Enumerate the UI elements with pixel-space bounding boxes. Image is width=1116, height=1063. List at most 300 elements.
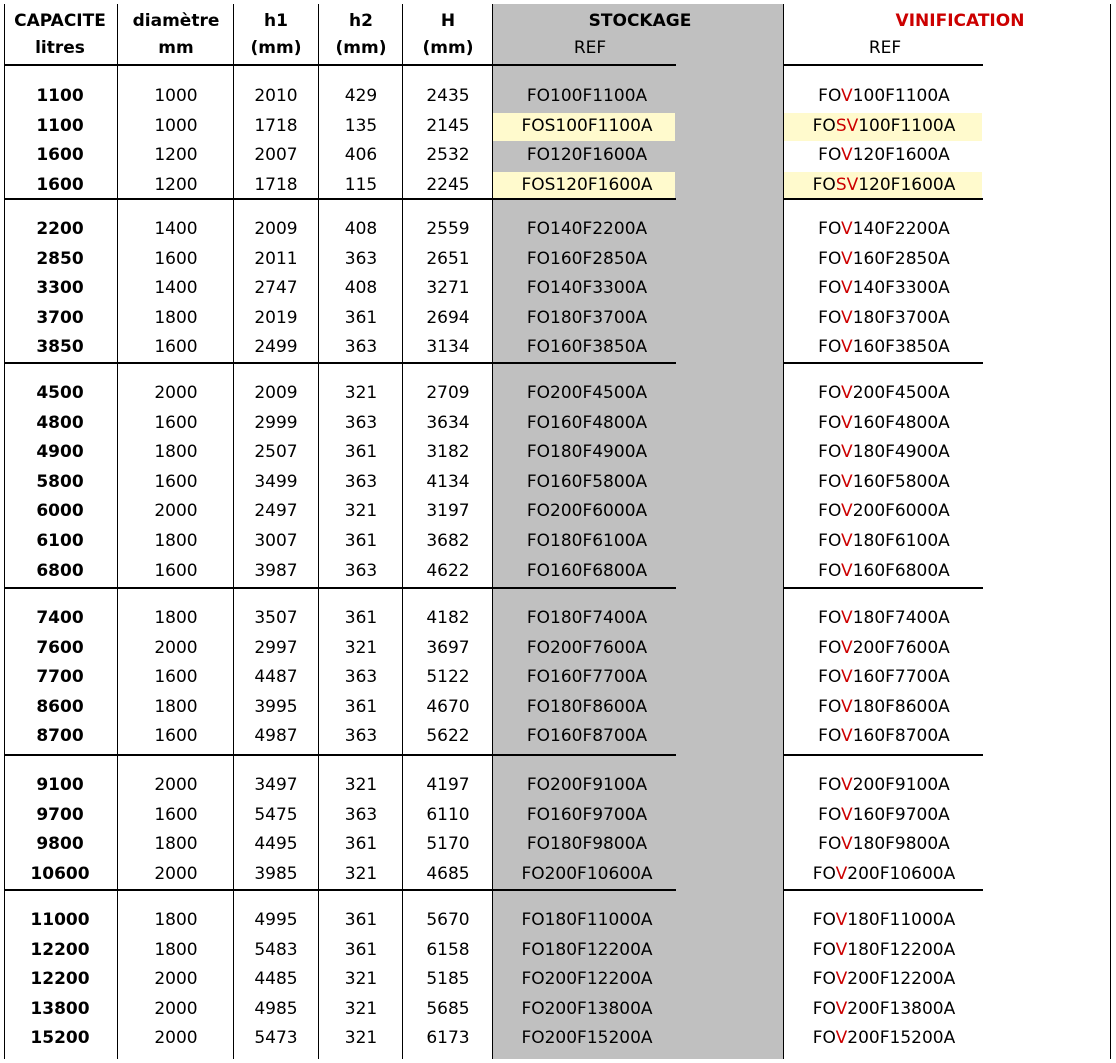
- header-H: H: [440, 11, 456, 31]
- diameter-cell: 1600: [154, 805, 198, 825]
- vinif-marker: V: [835, 940, 848, 960]
- h2-cell: 363: [344, 249, 378, 269]
- capacity-cell: 8700: [36, 726, 84, 746]
- vinification-ref: [784, 638, 984, 658]
- h1-cell: 3987: [254, 561, 298, 581]
- vinification-ref: [784, 337, 984, 357]
- vinif-marker: V: [841, 726, 853, 746]
- vinif-prefix: FO: [812, 864, 836, 884]
- h1-cell: 2499: [254, 337, 298, 357]
- capacity-cell: 12200: [30, 969, 90, 989]
- header-diametre: diamètre: [132, 11, 220, 31]
- grid-line: [318, 4, 319, 1059]
- vinif-suffix: 160F9700A: [852, 805, 950, 825]
- stockage-ref: FO160F8700A: [526, 726, 648, 746]
- vinif-suffix: 160F8700A: [852, 726, 950, 746]
- vinification-ref: [784, 608, 984, 628]
- stockage-ref: FOS100F1100A: [521, 116, 653, 136]
- H-cell: 5622: [426, 726, 470, 746]
- h2-cell: 361: [344, 608, 378, 628]
- h1-cell: 2747: [254, 278, 298, 298]
- vinification-ref: [784, 442, 984, 462]
- vinification-ref: [784, 145, 984, 165]
- h1-cell: 5475: [254, 805, 298, 825]
- vinif-marker: V: [841, 249, 853, 269]
- capacity-cell: 2200: [36, 219, 84, 239]
- vinif-prefix: FO: [818, 413, 842, 433]
- capacity-cell: 1600: [36, 145, 84, 165]
- vinif-prefix: FO: [818, 561, 842, 581]
- vinif-suffix: 200F10600A: [847, 864, 956, 884]
- h2-cell: 361: [344, 910, 378, 930]
- group-separator: [783, 362, 983, 364]
- H-cell: 6173: [426, 1028, 470, 1048]
- diameter-cell: 2000: [154, 999, 198, 1019]
- vinif-suffix: 160F7700A: [852, 667, 950, 687]
- vinif-prefix: FO: [818, 608, 842, 628]
- diameter-cell: 1600: [154, 472, 198, 492]
- h1-cell: 5473: [254, 1028, 298, 1048]
- header-capacite: CAPACITE: [14, 11, 106, 31]
- vinif-suffix: 200F9100A: [852, 775, 950, 795]
- vinif-prefix: FO: [818, 726, 842, 746]
- h2-cell: 406: [344, 145, 378, 165]
- vinif-suffix: 160F4800A: [852, 413, 950, 433]
- vinif-marker: V: [841, 834, 853, 854]
- h1-cell: 1718: [254, 175, 298, 195]
- vinification-ref: [784, 308, 984, 328]
- capacity-cell: 12200: [30, 940, 90, 960]
- H-cell: 2651: [426, 249, 470, 269]
- vinif-suffix: 180F9800A: [852, 834, 950, 854]
- vinif-marker: SV: [835, 175, 859, 195]
- vinification-ref: [784, 834, 984, 854]
- diameter-cell: 1800: [154, 834, 198, 854]
- stockage-ref: FO120F1600A: [526, 145, 648, 165]
- capacity-cell: 11000: [30, 910, 90, 930]
- h2-cell: 115: [344, 175, 378, 195]
- vinif-marker: V: [841, 337, 853, 357]
- vinification-ref: [784, 383, 984, 403]
- group-separator: [4, 754, 676, 756]
- diameter-cell: 1600: [154, 667, 198, 687]
- vinification-ref: [784, 86, 984, 106]
- h1-cell: 2997: [254, 638, 298, 658]
- h2-cell: 321: [344, 1028, 378, 1048]
- H-cell: 2435: [426, 86, 470, 106]
- H-cell: 6110: [426, 805, 470, 825]
- vinif-suffix: 180F8600A: [852, 697, 950, 717]
- stockage-ref: FO160F6800A: [526, 561, 648, 581]
- diameter-cell: 1000: [154, 86, 198, 106]
- vinification-ref: [784, 116, 984, 136]
- vinif-prefix: FO: [812, 910, 836, 930]
- header-vinification-ref: REF: [868, 38, 902, 58]
- header-h2-unit: (mm): [335, 38, 387, 58]
- vinif-prefix: FO: [818, 442, 842, 462]
- h1-cell: 3007: [254, 531, 298, 551]
- vinif-prefix: FO: [818, 383, 842, 403]
- grid-line: [402, 4, 403, 1059]
- vinif-suffix: 180F6100A: [852, 531, 950, 551]
- H-cell: 2709: [426, 383, 470, 403]
- capacity-cell: 4800: [36, 413, 84, 433]
- vinif-prefix: FO: [818, 145, 842, 165]
- capacity-cell: 9100: [36, 775, 84, 795]
- vinification-ref: [784, 940, 984, 960]
- H-cell: 3697: [426, 638, 470, 658]
- h1-cell: 2010: [254, 86, 298, 106]
- vinif-marker: V: [835, 864, 848, 884]
- H-cell: 3634: [426, 413, 470, 433]
- h2-cell: 361: [344, 940, 378, 960]
- vinif-suffix: 180F12200A: [847, 940, 956, 960]
- h1-cell: 1718: [254, 116, 298, 136]
- diameter-cell: 2000: [154, 969, 198, 989]
- h1-cell: 3507: [254, 608, 298, 628]
- h1-cell: 4495: [254, 834, 298, 854]
- vinif-marker: V: [835, 1028, 848, 1048]
- h2-cell: 361: [344, 697, 378, 717]
- vinif-prefix: FO: [812, 1028, 836, 1048]
- h2-cell: 363: [344, 667, 378, 687]
- grid-line: [117, 4, 118, 1059]
- h1-cell: 2007: [254, 145, 298, 165]
- diameter-cell: 2000: [154, 501, 198, 521]
- stockage-ref: FO160F9700A: [526, 805, 648, 825]
- vinification-ref: [784, 969, 984, 989]
- vinif-prefix: FO: [812, 999, 836, 1019]
- vinification-ref: [784, 219, 984, 239]
- capacity-cell: 4500: [36, 383, 84, 403]
- vinification-ref: [784, 999, 984, 1019]
- vinif-suffix: 160F2850A: [852, 249, 950, 269]
- diameter-cell: 2000: [154, 775, 198, 795]
- h1-cell: 2019: [254, 308, 298, 328]
- h2-cell: 321: [344, 999, 378, 1019]
- vinif-marker: V: [841, 86, 853, 106]
- diameter-cell: 1000: [154, 116, 198, 136]
- vinif-marker: V: [841, 697, 853, 717]
- diameter-cell: 1600: [154, 249, 198, 269]
- header-h1: h1: [264, 11, 288, 31]
- capacity-cell: 1100: [36, 116, 84, 136]
- capacity-cell: 6800: [36, 561, 84, 581]
- vinif-prefix: FO: [812, 940, 836, 960]
- group-separator: [783, 587, 983, 589]
- h1-cell: 4485: [254, 969, 298, 989]
- vinification-ref: [784, 561, 984, 581]
- vinification-ref: [784, 175, 984, 195]
- h1-cell: 2011: [254, 249, 298, 269]
- vinif-prefix: FO: [818, 278, 842, 298]
- group-separator: [4, 198, 676, 200]
- vinif-marker: V: [841, 145, 853, 165]
- diameter-cell: 1600: [154, 561, 198, 581]
- vinif-prefix: FO: [818, 775, 842, 795]
- diameter-cell: 2000: [154, 864, 198, 884]
- vinif-marker: V: [841, 531, 853, 551]
- stockage-ref: FO200F13800A: [521, 999, 653, 1019]
- vinif-marker: V: [835, 910, 848, 930]
- vinif-prefix: FO: [818, 472, 842, 492]
- group-separator: [783, 64, 983, 66]
- vinif-suffix: 140F2200A: [852, 219, 950, 239]
- vinification-ref: [784, 910, 984, 930]
- grid-line: [492, 4, 493, 1059]
- H-cell: 5122: [426, 667, 470, 687]
- capacity-cell: 3300: [36, 278, 84, 298]
- vinif-prefix: FO: [818, 667, 842, 687]
- h2-cell: 321: [344, 638, 378, 658]
- diameter-cell: 1800: [154, 697, 198, 717]
- stockage-ref: FO100F1100A: [526, 86, 648, 106]
- h2-cell: 363: [344, 805, 378, 825]
- group-separator: [4, 587, 676, 589]
- capacity-cell: 1600: [36, 175, 84, 195]
- stockage-ref: FO140F3300A: [526, 278, 648, 298]
- H-cell: 5670: [426, 910, 470, 930]
- vinif-suffix: 200F15200A: [847, 1028, 956, 1048]
- vinif-prefix: FO: [812, 175, 836, 195]
- group-separator: [4, 64, 676, 66]
- h2-cell: 361: [344, 531, 378, 551]
- vinif-prefix: FO: [818, 501, 842, 521]
- H-cell: 4197: [426, 775, 470, 795]
- diameter-cell: 1800: [154, 442, 198, 462]
- header-H-unit: (mm): [422, 38, 474, 58]
- h2-cell: 408: [344, 278, 378, 298]
- stockage-ref: FO160F5800A: [526, 472, 648, 492]
- h2-cell: 321: [344, 969, 378, 989]
- h1-cell: 3499: [254, 472, 298, 492]
- H-cell: 5185: [426, 969, 470, 989]
- capacity-cell: 7400: [36, 608, 84, 628]
- h1-cell: 4985: [254, 999, 298, 1019]
- capacity-cell: 13800: [30, 999, 90, 1019]
- h2-cell: 363: [344, 472, 378, 492]
- h2-cell: 361: [344, 834, 378, 854]
- h2-cell: 361: [344, 308, 378, 328]
- diameter-cell: 1400: [154, 278, 198, 298]
- stockage-ref: FO160F2850A: [526, 249, 648, 269]
- grid-line: [1110, 4, 1111, 1059]
- H-cell: 3134: [426, 337, 470, 357]
- vinification-ref: [784, 805, 984, 825]
- h2-cell: 363: [344, 726, 378, 746]
- capacity-cell: 7700: [36, 667, 84, 687]
- capacity-cell: 4900: [36, 442, 84, 462]
- diameter-cell: 1600: [154, 726, 198, 746]
- h1-cell: 4987: [254, 726, 298, 746]
- vinif-suffix: 180F7400A: [852, 608, 950, 628]
- header-litres: litres: [35, 38, 85, 58]
- vinif-marker: V: [841, 501, 853, 521]
- stockage-ref: FOS120F1600A: [521, 175, 653, 195]
- vinif-marker: V: [841, 308, 853, 328]
- capacity-cell: 5800: [36, 472, 84, 492]
- capacity-cell: 1100: [36, 86, 84, 106]
- stockage-ref: FO200F15200A: [521, 1028, 653, 1048]
- vinif-suffix: 180F3700A: [852, 308, 950, 328]
- diameter-cell: 1200: [154, 175, 198, 195]
- h1-cell: 2009: [254, 219, 298, 239]
- diameter-cell: 1600: [154, 337, 198, 357]
- H-cell: 6158: [426, 940, 470, 960]
- header-h1-unit: (mm): [250, 38, 302, 58]
- vinif-prefix: FO: [818, 697, 842, 717]
- H-cell: 2694: [426, 308, 470, 328]
- H-cell: 3182: [426, 442, 470, 462]
- stockage-ref: FO180F12200A: [521, 940, 653, 960]
- capacity-cell: 6000: [36, 501, 84, 521]
- capacity-cell: 3700: [36, 308, 84, 328]
- capacity-cell: 15200: [30, 1028, 90, 1048]
- diameter-cell: 1800: [154, 308, 198, 328]
- h1-cell: 5483: [254, 940, 298, 960]
- vinif-prefix: FO: [818, 638, 842, 658]
- diameter-cell: 1800: [154, 531, 198, 551]
- H-cell: 3682: [426, 531, 470, 551]
- vinif-marker: V: [841, 667, 853, 687]
- group-separator: [783, 889, 983, 891]
- vinification-ref: [784, 249, 984, 269]
- vinif-suffix: 180F4900A: [852, 442, 950, 462]
- vinif-suffix: 200F13800A: [847, 999, 956, 1019]
- diameter-cell: 1800: [154, 608, 198, 628]
- vinification-ref: [784, 1028, 984, 1048]
- vinif-prefix: FO: [818, 219, 842, 239]
- stockage-ref: FO200F7600A: [526, 638, 648, 658]
- h1-cell: 4995: [254, 910, 298, 930]
- vinif-marker: V: [841, 278, 853, 298]
- diameter-cell: 2000: [154, 383, 198, 403]
- h1-cell: 3985: [254, 864, 298, 884]
- h2-cell: 321: [344, 775, 378, 795]
- vinification-ref: [784, 413, 984, 433]
- vinif-prefix: FO: [812, 116, 836, 136]
- vinification-ref: [784, 775, 984, 795]
- H-cell: 2559: [426, 219, 470, 239]
- vinification-ref: [784, 501, 984, 521]
- H-cell: 3197: [426, 501, 470, 521]
- vinification-ref: [784, 278, 984, 298]
- vinif-suffix: 160F5800A: [852, 472, 950, 492]
- vinif-suffix: 200F12200A: [847, 969, 956, 989]
- H-cell: 2245: [426, 175, 470, 195]
- capacity-cell: 3850: [36, 337, 84, 357]
- h1-cell: 2497: [254, 501, 298, 521]
- stockage-ref: FO160F3850A: [526, 337, 648, 357]
- h2-cell: 363: [344, 337, 378, 357]
- h2-cell: 321: [344, 383, 378, 403]
- diameter-cell: 1400: [154, 219, 198, 239]
- h1-cell: 2999: [254, 413, 298, 433]
- diameter-cell: 1800: [154, 940, 198, 960]
- vinification-ref: [784, 531, 984, 551]
- h2-cell: 363: [344, 561, 378, 581]
- vinif-marker: V: [841, 775, 853, 795]
- h2-cell: 135: [344, 116, 378, 136]
- header-stockage-ref: REF: [573, 38, 607, 58]
- H-cell: 2145: [426, 116, 470, 136]
- vinif-marker: V: [841, 561, 853, 581]
- H-cell: 4685: [426, 864, 470, 884]
- h1-cell: 3497: [254, 775, 298, 795]
- group-separator: [4, 889, 676, 891]
- vinif-suffix: 160F3850A: [852, 337, 950, 357]
- capacity-cell: 2850: [36, 249, 84, 269]
- H-cell: 4134: [426, 472, 470, 492]
- diameter-cell: 2000: [154, 638, 198, 658]
- h2-cell: 429: [344, 86, 378, 106]
- grid-line: [233, 4, 234, 1059]
- stockage-ref: FO180F4900A: [526, 442, 648, 462]
- stockage-ref: FO160F4800A: [526, 413, 648, 433]
- grid-line: [783, 4, 784, 1059]
- vinification-ref: [784, 472, 984, 492]
- diameter-cell: 1200: [154, 145, 198, 165]
- vinif-marker: V: [835, 969, 848, 989]
- stockage-ref: FO200F10600A: [521, 864, 653, 884]
- h1-cell: 4487: [254, 667, 298, 687]
- vinif-suffix: 180F11000A: [847, 910, 956, 930]
- header-vinification: VINIFICATION: [895, 11, 1025, 31]
- capacity-cell: 6100: [36, 531, 84, 551]
- group-separator: [783, 198, 983, 200]
- vinif-prefix: FO: [818, 337, 842, 357]
- vinif-marker: V: [841, 219, 853, 239]
- vinification-ref: [784, 726, 984, 746]
- stockage-ref: FO200F9100A: [526, 775, 648, 795]
- vinification-ref: [784, 697, 984, 717]
- stockage-ref: FO180F6100A: [526, 531, 648, 551]
- vinif-marker: V: [841, 472, 853, 492]
- H-cell: 4182: [426, 608, 470, 628]
- capacity-cell: 10600: [30, 864, 90, 884]
- vinif-suffix: 160F6800A: [852, 561, 950, 581]
- stockage-ref: FO200F4500A: [526, 383, 648, 403]
- vinif-prefix: FO: [818, 86, 842, 106]
- capacity-cell: 9800: [36, 834, 84, 854]
- diameter-cell: 1600: [154, 413, 198, 433]
- vinification-ref: [784, 864, 984, 884]
- vinif-suffix: 120F1600A: [858, 175, 956, 195]
- h2-cell: 408: [344, 219, 378, 239]
- H-cell: 4670: [426, 697, 470, 717]
- vinif-prefix: FO: [818, 308, 842, 328]
- stockage-ref: FO180F11000A: [521, 910, 653, 930]
- vinification-ref: [784, 667, 984, 687]
- vinif-prefix: FO: [818, 249, 842, 269]
- H-cell: 5170: [426, 834, 470, 854]
- vinif-suffix: 200F7600A: [852, 638, 950, 658]
- vinif-marker: V: [835, 999, 848, 1019]
- stockage-ref: FO180F9800A: [526, 834, 648, 854]
- vinif-marker: V: [841, 805, 853, 825]
- vinif-suffix: 100F1100A: [852, 86, 950, 106]
- vinif-suffix: 100F1100A: [858, 116, 956, 136]
- header-diametre-unit: mm: [158, 38, 194, 58]
- diameter-cell: 2000: [154, 1028, 198, 1048]
- stockage-ref: FO160F7700A: [526, 667, 648, 687]
- vinif-prefix: FO: [818, 834, 842, 854]
- vinif-marker: V: [841, 638, 853, 658]
- h1-cell: 2009: [254, 383, 298, 403]
- vinif-prefix: FO: [818, 531, 842, 551]
- vinif-marker: SV: [835, 116, 859, 136]
- H-cell: 5685: [426, 999, 470, 1019]
